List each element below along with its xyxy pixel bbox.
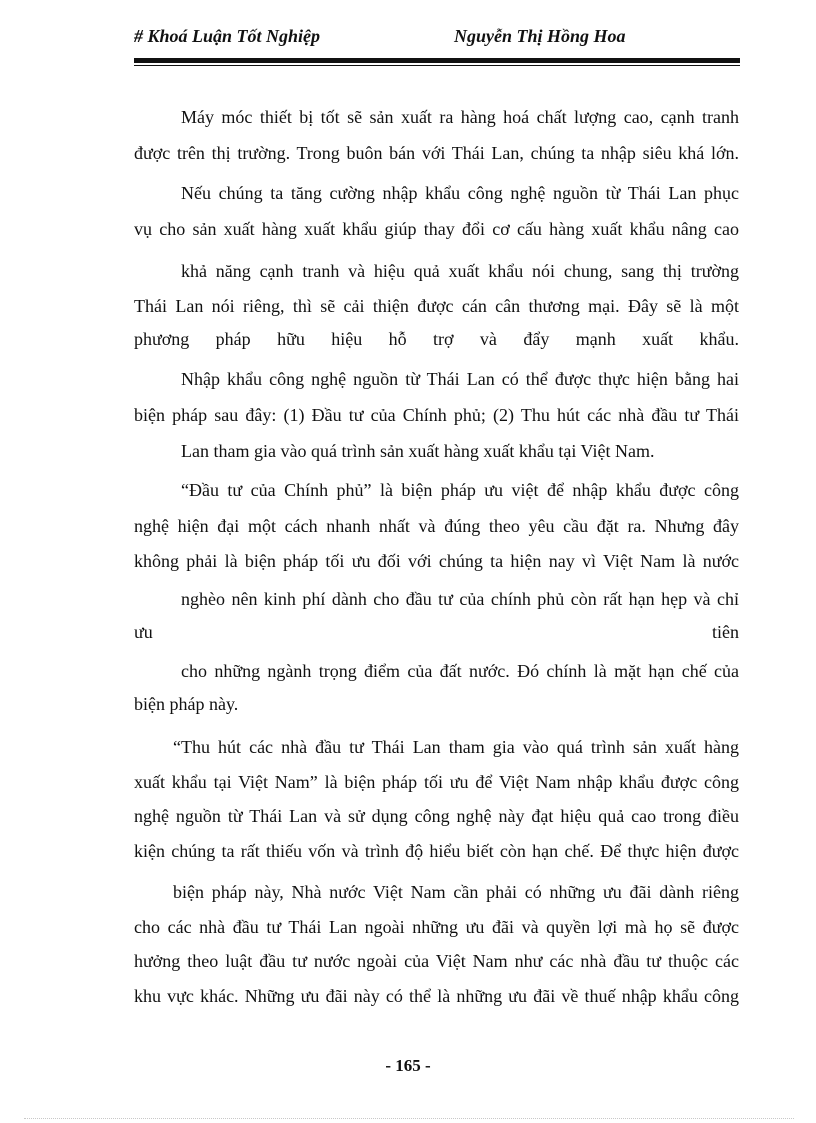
text-line: khu vực khác. Những ưu đãi này có thể là những ưu đãi về thuế nhập khẩu công (134, 986, 739, 1006)
text-line: kiện chúng ta rất thiếu vốn và trình độ hiểu biết còn hạn chế. Để thực hiện được (134, 841, 739, 861)
text-line: vụ cho sản xuất hàng xuất khẩu giúp thay đổi cơ cấu hàng xuất khẩu nâng cao (134, 219, 739, 239)
header-author: Nguyễn Thị Hồng Hoa (454, 26, 626, 46)
text-line: Thái Lan nói riêng, thì sẽ cải thiện được cán cân thương mại. Đây sẽ là một (134, 296, 739, 316)
text-line: “Thu hút các nhà đầu tư Thái Lan tham gia vào quá trình sản xuất hàng (173, 737, 739, 757)
text-line: Máy móc thiết bị tốt sẽ sản xuất ra hàng hoá chất lượng cao, cạnh tranh (181, 107, 739, 127)
text-line: khả năng cạnh tranh và hiệu quả xuất khẩu nói chung, sang thị trường (181, 261, 739, 281)
text-line: Nếu chúng ta tăng cường nhập khẩu công nghệ nguồn từ Thái Lan phục (181, 183, 739, 203)
text-line: nghệ hiện đại một cách nhanh nhất và đúng theo yêu cầu đặt ra. Nhưng đây (134, 516, 739, 536)
text-line: biện pháp sau đây: (1) Đầu tư của Chính phủ; (2) Thu hút các nhà đầu tư Thái (134, 405, 739, 425)
text-line: Lan tham gia vào quá trình sản xuất hàng xuất khẩu tại Việt Nam. (181, 441, 655, 461)
page-number: - 165 - (385, 1056, 431, 1075)
text-line-split (134, 620, 739, 644)
text-line: phương pháp hữu hiệu hỗ trợ và đẩy mạnh xuất khẩu. (134, 329, 739, 349)
text-line: cho những ngành trọng điểm của đất nước. Đó chính là mặt hạn chế của (181, 661, 739, 681)
text-line: cho các nhà đầu tư Thái Lan ngoài những ưu đãi và quyền lợi mà họ sẽ được (134, 917, 739, 937)
text-line: được trên thị trường. Trong buôn bán với Thái Lan, chúng ta nhập siêu khá lớn. (134, 143, 739, 163)
text-line: hưởng theo luật đầu tư nước ngoài của Việt Nam như các nhà đầu tư thuộc các (134, 951, 739, 971)
text-line: biện pháp này. (134, 694, 239, 714)
split-left-word: ưu (134, 622, 153, 642)
split-right-word: tiên (712, 622, 739, 642)
bottom-dotted-border (24, 1118, 794, 1119)
text-line: “Đầu tư của Chính phủ” là biện pháp ưu việt để nhập khẩu được công (181, 480, 739, 500)
header-title: # Khoá Luận Tốt Nghiệp (134, 26, 321, 46)
text-line: nghèo nên kinh phí dành cho đầu tư của chính phủ còn rất hạn hẹp và chỉ (181, 589, 739, 609)
text-line: Nhập khẩu công nghệ nguồn từ Thái Lan có thể được thực hiện bằng hai (181, 369, 739, 389)
text-line: xuất khẩu tại Việt Nam” là biện pháp tối ưu để Việt Nam nhập khẩu được công (134, 772, 739, 792)
text-line: nghệ nguồn từ Thái Lan và sử dụng công nghệ này đạt hiệu quả cao trong điều (134, 806, 739, 826)
text-line: không phải là biện pháp tối ưu đối với chúng ta hiện nay vì Việt Nam là nước (134, 551, 739, 571)
text-line: biện pháp này, Nhà nước Việt Nam cần phải có những ưu đãi dành riêng (173, 882, 739, 902)
